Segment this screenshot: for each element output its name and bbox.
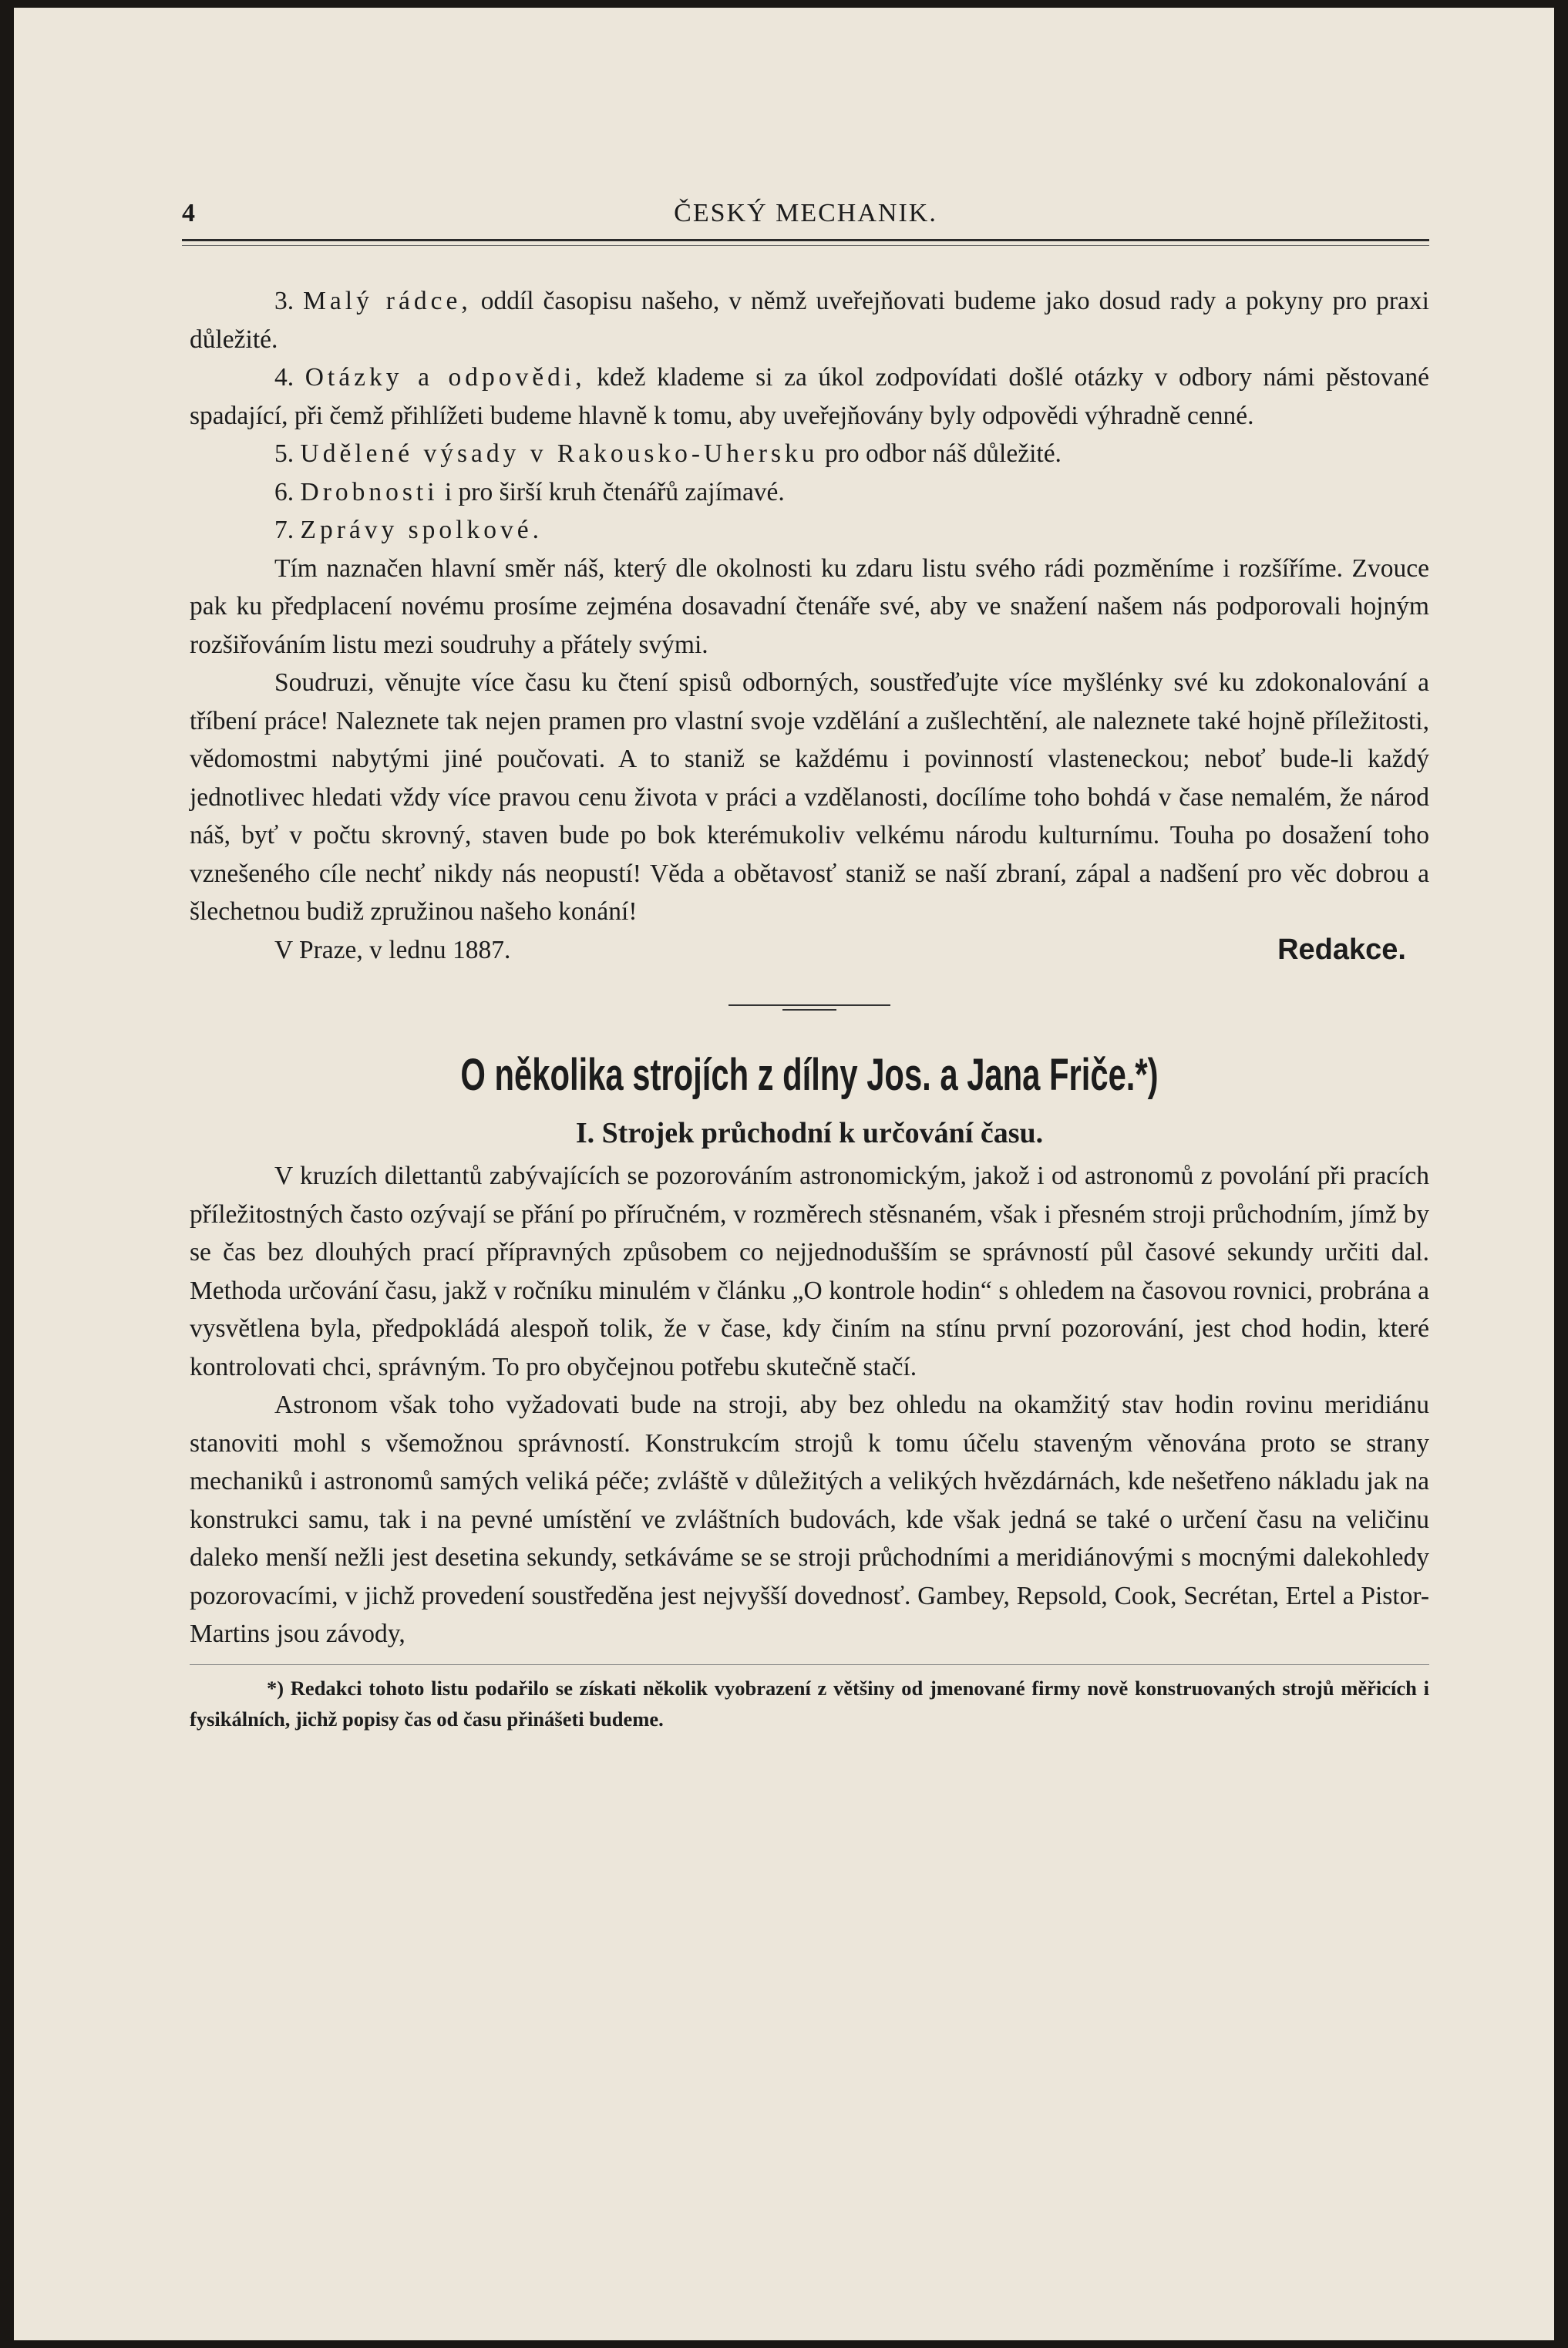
section-title: I. Strojek průchodní k určování času.: [575, 1117, 1044, 1149]
item-title: Zprávy spolkové.: [300, 516, 543, 544]
item-number: 6.: [274, 477, 294, 506]
item-text: kdež klademe si za úkol zodpovídati došlé otázky v odbory námi pěstované spadající, při čemž přihlížeti budeme hlavně k tomu, aby uveřejňovány byly odpovědi výhradně cenné.: [190, 363, 1429, 430]
item-title: Drobnosti: [300, 477, 439, 506]
section-divider: [728, 1003, 890, 1014]
footnote: *) Redakci tohoto listu podařilo se získati několik vyobrazení z většiny od jmenované firmy nově konstruovaných strojů měřicích i fysikálních, jichž popisy čas od času přinášeti budeme.: [190, 1676, 1429, 1731]
item-number: 5.: [274, 439, 294, 468]
header-rule-thin: [182, 245, 1429, 246]
article-paragraph-1: V kruzích dilettantů zabývajících se pozorováním astronomickým, jakož i od astronomů z povolání při pracích příležitostných často ozývají se přání po příručném, v rozměrech stěsnaném, však i přesném stroji průchodním, jímž by se čas bez dlouhých prací přípravných způsobem co nejjednodušším se správností půl časové sekundy určiti dal. Methoda určování času, jakž v ročníku minulém v článku „O kontrole hodin“ s ohledem na časovou rovnici, probrána a vysvětlena byla, předpokládá alespoň tolik, že v čase, kdy činím na stínu první pozorování, jest chod hodin, které kontrolovati chci, správným. To pro obyčejnou potřebu skutečně stačí.: [190, 1162, 1429, 1381]
page: [14, 8, 1554, 2340]
page-content: [190, 282, 1429, 1734]
page-number: 4: [182, 199, 195, 227]
item-number: 7.: [274, 516, 294, 544]
dateline-row: [190, 931, 1429, 970]
item-title: Otázky a odpovědi,: [305, 363, 586, 392]
page-header: [182, 199, 1429, 237]
dateline: V Praze, v lednu 1887.: [274, 935, 511, 964]
item-text: oddíl časopisu našeho, v němž uveřejňovati budeme jako dosud rady a pokyny pro praxi důležité.: [190, 287, 1429, 354]
article-title: O několika strojích z dílny Jos. a Jana Friče.*): [460, 1050, 1159, 1100]
item-text: pro odbor náš důležité.: [824, 439, 1062, 468]
item-title: Malý rádce,: [303, 287, 472, 315]
footnote-rule: [190, 1664, 1429, 1665]
list-item-5: [190, 435, 1429, 473]
item-number: 4.: [274, 363, 294, 392]
header-rule: [182, 239, 1429, 241]
list-item-4: [190, 358, 1429, 435]
intro-paragraph-2: Soudruzi, věnujte více času ku čtení spisů odborných, soustřeďujte více myšlénky své ku zdokonalování a tříbení práce! Naleznete tak nejen pramen pro vlastní svoje vzdělání a zušlechtění, ale naleznete také hojně příležitosti, vědomostmi nabytými jiné poučovati. A to staniž se každému i povinností vlasteneckou; neboť bude-li každý jednotlivec hledati vždy více pravou cenu života v práci a vzdělanosti, docílíme toho bohdá v čase nemalém, že národ náš, byť v počtu skrovný, staven bude po bok kterémukoliv velkému národu kulturnímu. Touha po dosažení toho vznešeného cíle nechť nikdy nás neopustí! Věda a obětavosť staniž se naší zbraní, zápal a nadšení pro věc dobrou a šlechetnou budiž zpružinou našeho konání!: [190, 668, 1429, 926]
journal-title: ČESKÝ MECHANIK.: [674, 199, 937, 227]
item-text: i pro širší kruh čtenářů zajímavé.: [444, 477, 785, 506]
intro-paragraph-1: Tím naznačen hlavní směr náš, který dle okolnosti ku zdaru listu svého rádi pozměníme i rozšíříme. Zvouce pak ku předplacení novému prosíme zejména dosavadní čtenáře své, aby ve snažení našem nás podporovali hojným rozšiřováním listu mezi soudruhy a přátely svými.: [190, 553, 1429, 659]
list-item-7: [190, 511, 1429, 550]
list-item-3: [190, 282, 1429, 358]
item-title: Udělené výsady v Rakousko-Uhersku: [300, 439, 819, 468]
list-item-6: [190, 473, 1429, 512]
item-number: 3.: [274, 287, 294, 315]
signature: Redakce.: [1277, 933, 1406, 966]
article-paragraph-2: Astronom však toho vyžadovati bude na stroji, aby bez ohledu na okamžitý stav hodin rovinu meridiánu stanoviti mohl s všemožnou správností. Konstrukcím strojů k tomu účelu staveným věnována proto se strany mechaniků i astronomů samých veliká péče; zvláště v důležitých a velikých hvězdárnách, kde nešetřeno nákladu jak na konstrukci samu, tak i na pevné umístění ve zvláštních budovách, kde však jedná se také o určení času na veličinu daleko menší nežli jest desetina sekundy, setkáváme se se stroji průchodními a meridiánovými s mocnými dalekohledy pozorovacími, v jichž provedení soustředěna jest nejvyšší dovednosť. Gambey, Repsold, Cook, Secrétan, Ertel a Pistor-Martins jsou závody,: [190, 1391, 1429, 1648]
